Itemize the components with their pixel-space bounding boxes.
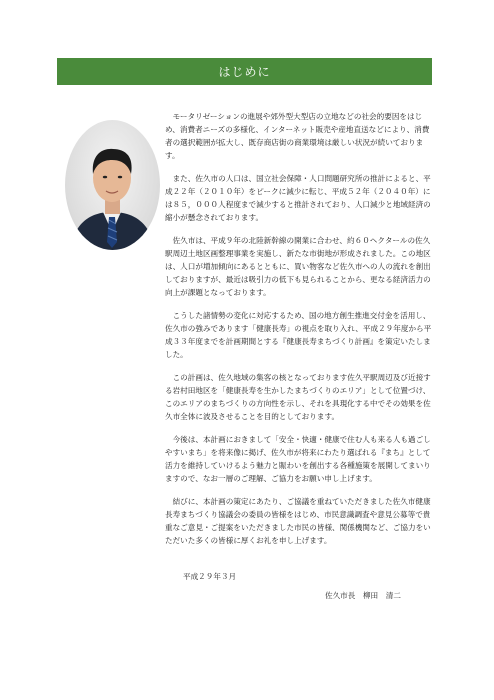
greeting-paragraph: 佐久市は、平成９年の北陸新幹線の開業に合わせ、約６０ヘクタールの佐久駅周辺土地区画整理事業を実施し、新たな市街地が形成されました。この地区は、人口が増加傾向にあるとともに、買い物客など佐久市への人の流れを創出しておりますが、最近は吸引力の低下も見られることから、更なる経済活力の向上が課題となっております。 (165, 236, 431, 297)
greeting-body (165, 110, 433, 557)
greeting-paragraph: また、佐久市の人口は、国立社会保障・人口問題研究所の推計によると、平成２２年（２０１０年）をピークに減少に転じ、平成５２年（２０４０年）には８５，０００人程度まで減少すると推計されており、人口減少と地域経済の縮小が懸念されております。 (165, 174, 431, 222)
signature: 佐久市長 柳田 清二 (325, 591, 401, 600)
greeting-paragraph: モータリゼーションの進展や郊外型大型店の立地などの社会的要因をはじめ、消費者ニーズの多様化、インターネット販売や産地直送などにより、消費者の選択範囲が拡大し、既存商店街の商業環境は厳しい状況が続いております。 (165, 112, 430, 160)
portrait-illustration (65, 120, 160, 250)
greeting-paragraph: こうした諸情勢の変化に対応するため、国の地方創生推進交付金を活用し、佐久市の強みであります「健康長寿」の視点を取り入れ、平成２９年度から平成３３年度までを計画期間とする『健康長寿まちづくり計画』を策定いたしました。 (165, 311, 432, 359)
greeting-paragraph: 今後は、本計画におきまして「安全・快適・健康で住む人も来る人も過ごしやすいまち」を将来像に掲げ、佐久市が将来にわたり選ばれる『まち』として活力を維持していけるよう魅力と賑わいを創出する各種施策を展開してまいりますので、なお一層のご理解、ご協力をお願い申し上げます。 (165, 435, 431, 483)
page-title: はじめに (218, 65, 271, 79)
section-header-bar (57, 58, 432, 85)
greeting-paragraph: 結びに、本計画の策定にあたり、ご協議を重ねていただきました佐久市健康長寿まちづくり協議会の委員の皆様をはじめ、市民意識調査や意見公募等で貴重なご意見・ご提案をいただきました市民の皆様、関係機関など、ご協力をいただいた多くの皆様に厚くお礼を申し上げます。 (165, 497, 431, 545)
greeting-paragraph: この計画は、佐久地域の集客の核となっております佐久平駅周辺及び近接する岩村田地区を「健康長寿を生かしたまちづくりのエリア」として位置づけ、このエリアのまちづくりの方向性を示し、それを具現化する中でその効果を佐久市全体に波及させることを目的としております。 (165, 373, 431, 421)
mayor-portrait-photo (65, 120, 160, 250)
issue-date: 平成２９年３月 (183, 572, 237, 581)
